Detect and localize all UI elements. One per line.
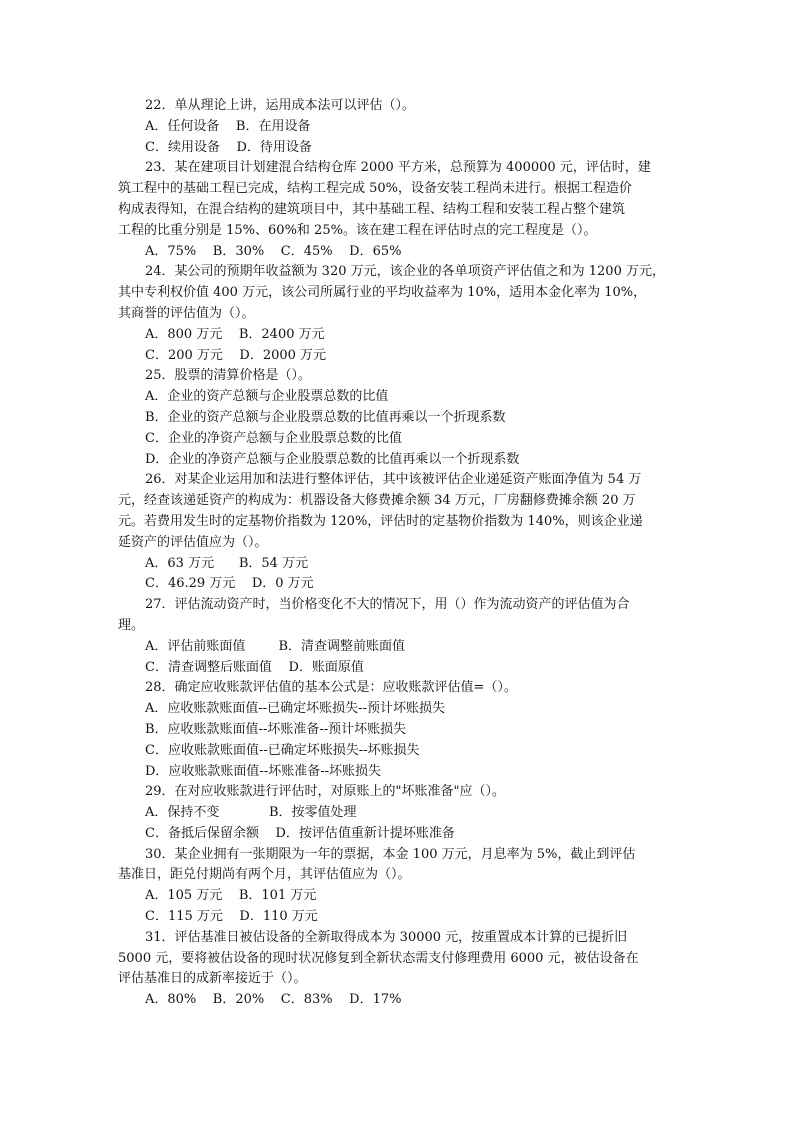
text-line: 29．在对应收账款进行评估时，对原账上的"坏账准备"应（）。 <box>145 784 506 800</box>
text-line: 理。 <box>118 617 145 633</box>
text-line: 基准日，距兑付期尚有两个月，其评估值应为（）。 <box>118 867 411 883</box>
text-line: D．企业的净资产总额与企业股票总数的比值再乘以一个折现系数 <box>145 451 520 467</box>
text-line: C．备抵后保留余额 D．按评估值重新计提坏账准备 <box>145 825 455 841</box>
text-line: C．200 万元 D．2000 万元 <box>145 347 327 363</box>
text-line: A．75% B．30% C．45% D．65% <box>145 243 402 259</box>
text-line: 27．评估流动资产时，当价格变化不大的情况下，用（）作为流动资产的评估值为合 <box>145 597 630 613</box>
text-line: C．清查调整后账面值 D．账面原值 <box>145 659 364 675</box>
text-line: A．保持不变 B．按零值处理 <box>145 805 357 821</box>
text-line: 其商誉的评估值为（）。 <box>118 305 255 321</box>
text-line: 延资产的评估值应为（）。 <box>118 534 268 550</box>
text-line: 工程的比重分别是 15%、60%和 25%。该在建工程在评估时点的完工程度是（）。 <box>118 222 597 238</box>
text-line: 筑工程中的基础工程已完成，结构工程完成 50%，设备安装工程尚未进行。根据工程造价 <box>118 181 633 197</box>
text-line: 23．某在建项目计划建混合结构仓库 2000 平方米，总预算为 400000 元，评估时，建 <box>145 160 651 176</box>
text-line: 30．某企业拥有一张期限为一年的票据，本金 100 万元，月息率为 5%，截止到评估 <box>145 846 636 862</box>
text-line: A．企业的资产总额与企业股票总数的比值 <box>145 389 389 405</box>
text-line: C．续用设备 D．待用设备 <box>145 139 312 155</box>
text-line: 5000 元，要将被估设备的现时状况修复到全新状态需支付修理费用 6000 元，被估设备在 <box>118 950 639 966</box>
text-line: A．63 万元 B．54 万元 <box>145 555 309 571</box>
text-line: C．应收账款账面值--已确定坏账损失--坏账损失 <box>145 742 420 758</box>
text-line: C．115 万元 D．110 万元 <box>145 909 318 925</box>
text-line: 构成表得知，在混合结构的建筑项目中，其中基础工程、结构工程和安装工程占整个建筑 <box>118 201 626 217</box>
text-line: A．任何设备 B．在用设备 <box>145 118 311 134</box>
text-line: B．企业的资产总额与企业股票总数的比值再乘以一个折现系数 <box>145 409 506 425</box>
text-line: C．46.29 万元 D．0 万元 <box>145 576 314 592</box>
text-line: B．应收账款账面值--坏账准备--预计坏账损失 <box>145 721 407 737</box>
text-line: A．评估前账面值 B．清查调整前账面值 <box>145 638 406 654</box>
text-line: 24．某公司的预期年收益额为 320 万元，该企业的各单项资产评估值之和为 1200 万元， <box>145 264 665 280</box>
document-body <box>118 96 678 1011</box>
text-line: C．企业的净资产总额与企业股票总数的比值 <box>145 430 402 446</box>
text-line: 元。若费用发生时的定基物价指数为 120%，评估时的定基物价指数为 140%，则该企业递 <box>118 513 643 529</box>
text-line: 25．股票的清算价格是（）。 <box>145 368 312 384</box>
text-line: A．105 万元 B．101 万元 <box>145 888 317 904</box>
text-line: 元，经查该递延资产的构成为：机器设备大修费摊余额 34 万元，厂房翻修费摊余额 20 万 <box>118 493 636 509</box>
text-line: A．800 万元 B．2400 万元 <box>145 326 325 342</box>
text-line: 26．对某企业运用加和法进行整体评估，其中该被评估企业递延资产账面净值为 54 万 <box>145 472 642 488</box>
text-line: 评估基准日的成新率接近于（）。 <box>118 971 307 987</box>
text-line: 其中专利权价值 400 万元，该公司所属行业的平均收益率为 10%，适用本金化率为 10%， <box>118 285 647 301</box>
text-line: D．应收账款账面值--坏账准备--坏账损失 <box>145 763 381 779</box>
text-line: 22．单从理论上讲，运用成本法可以评估（）。 <box>145 98 416 113</box>
text-line: 28．确定应收账款评估值的基本公式是：应收账款评估值=（）。 <box>145 680 517 696</box>
text-line: A．80% B．20% C．83% D．17% <box>145 992 402 1008</box>
text-line: A．应收账款账面值--已确定坏账损失--预计坏账损失 <box>145 701 445 717</box>
text-line: 31．评估基准日被估设备的全新取得成本为 30000 元，按重置成本计算的已提折旧 <box>145 929 628 945</box>
